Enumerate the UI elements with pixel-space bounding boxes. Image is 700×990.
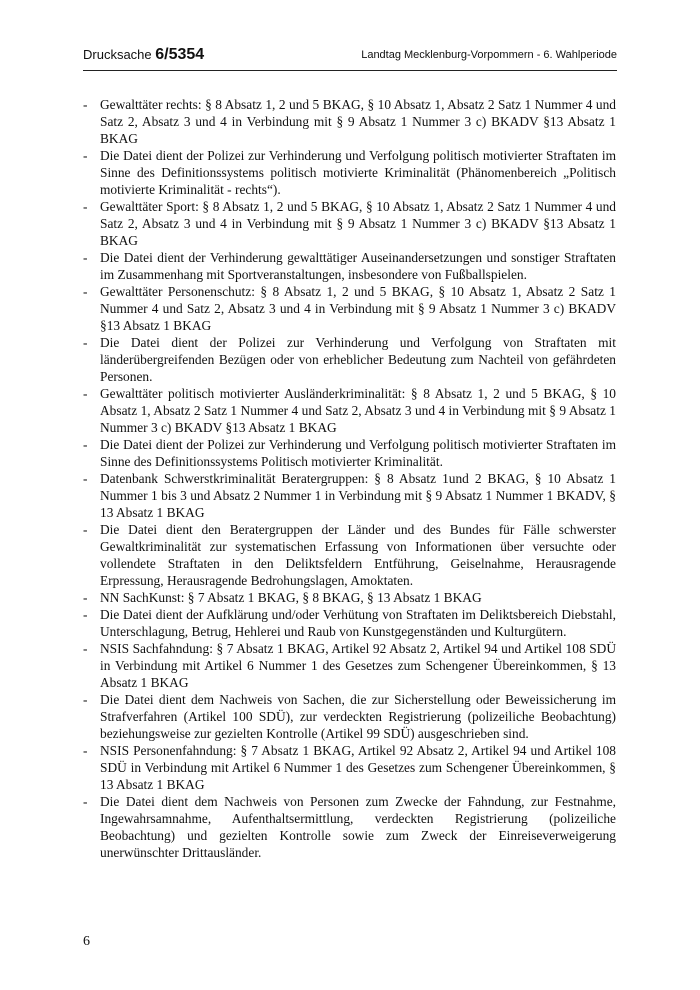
list-item xyxy=(83,691,616,742)
list-item xyxy=(83,198,616,249)
list-item xyxy=(83,470,616,521)
list-item xyxy=(83,521,616,589)
bullet-dash: - xyxy=(83,794,88,809)
document-number-value: 6/5354 xyxy=(155,46,205,63)
list-item-text: Die Datei dient den Beratergruppen der Länder und des Bundes für Fälle schwerster Gewaltkriminalität zur systematischen Erfassung von Informationen über versuchte oder vollendete Straftaten in den Deliktsfeldern Entführung, Geiselnahme, Herausragende Erpressung, Herausragende Bedrohungslagen, Amoktaten. xyxy=(100,522,616,588)
list-item xyxy=(83,385,616,436)
list-item xyxy=(83,334,616,385)
list-item xyxy=(83,249,616,283)
bullet-dash: - xyxy=(83,199,88,214)
list-item-text: Gewalttäter Sport: § 8 Absatz 1, 2 und 5 BKAG, § 10 Absatz 1, Absatz 2 Satz 1 Nummer 4 und Satz 2, Absatz 3 und 4 in Verbindung mit § 9 Absatz 1 Nummer 3 c) BKADV §13 Absatz 1 BKAG xyxy=(100,199,616,248)
bullet-dash: - xyxy=(83,522,88,537)
bullet-dash: - xyxy=(83,692,88,707)
list-item-text: NN SachKunst: § 7 Absatz 1 BKAG, § 8 BKAG, § 13 Absatz 1 BKAG xyxy=(100,590,482,605)
list-item-text: Die Datei dient dem Nachweis von Personen zum Zwecke der Fahndung, zur Festnahme, Ingewahrsamnahme, Aufenthaltsermittlung, verdeckten Registrierung (polizeiliche Beobachtung) und gezielten Kontrolle sowie zum Zweck der Einreiseverweigerung unerwünschter Drittausländer. xyxy=(100,794,616,860)
bullet-dash: - xyxy=(83,335,88,350)
list-item-text: Datenbank Schwerstkriminalität Beratergruppen: § 8 Absatz 1und 2 BKAG, § 10 Absatz 1 Nummer 1 bis 3 und Absatz 2 Nummer 1 in Verbindung mit § 9 Absatz 1 Nummer 1 BKADV, § 13 Absatz 1 BKAG xyxy=(100,471,616,520)
list-item xyxy=(83,96,616,147)
list-item-text: Die Datei dient der Aufklärung und/oder Verhütung von Straftaten im Deliktsbereich Diebstahl, Unterschlagung, Betrug, Hehlerei und Raub von Kunstgegenständen und Kulturgütern. xyxy=(100,607,616,639)
list-item xyxy=(83,742,616,793)
bullet-dash: - xyxy=(83,437,88,452)
page-header xyxy=(83,44,617,66)
bullet-dash: - xyxy=(83,641,88,656)
bullet-dash: - xyxy=(83,148,88,163)
parliament-label: Landtag Mecklenburg-Vorpommern - 6. Wahlperiode xyxy=(361,49,617,61)
list-item-text: NSIS Sachfahndung: § 7 Absatz 1 BKAG, Artikel 92 Absatz 2, Artikel 94 und Artikel 108 SDÜ in Verbindung mit Artikel 6 Nummer 1 des Gesetzes zum Schengener Übereinkommen, § 13 Absatz 1 BKAG xyxy=(100,641,616,690)
list-item-text: Die Datei dient der Polizei zur Verhinderung und Verfolgung politisch motivierter Straftaten im Sinne des Definitionssystems Politisch motivierter Kriminalität. xyxy=(100,437,616,469)
header-divider xyxy=(83,70,617,71)
list-item xyxy=(83,147,616,198)
bullet-dash: - xyxy=(83,607,88,622)
list-item xyxy=(83,589,616,606)
list-item-text: Die Datei dient der Polizei zur Verhinderung und Verfolgung politisch motivierter Straftaten im Sinne des Definitionssystems politisch motivierte Kriminalität (Phänomenbereich „Politisch motivierte Kriminalität - rechts“). xyxy=(100,148,616,197)
list-item-text: Die Datei dient der Polizei zur Verhinderung und Verfolgung von Straftaten mit länderübergreifenden Bezügen oder von erheblicher Bedeutung zum Nachteil von gefährdeten Personen. xyxy=(100,335,616,384)
list-item-text: NSIS Personenfahndung: § 7 Absatz 1 BKAG, Artikel 92 Absatz 2, Artikel 94 und Artikel 108 SDÜ in Verbindung mit Artikel 6 Nummer 1 des Gesetzes zum Schengener Übereinkommen, § 13 Absatz 1 BKAG xyxy=(100,743,616,792)
document-number xyxy=(83,46,204,64)
list-item-text: Die Datei dient der Verhinderung gewalttätiger Auseinandersetzungen und sonstiger Straftaten im Zusammenhang mit Sportveranstaltungen, insbesondere von Fußballspielen. xyxy=(100,250,616,282)
bullet-dash: - xyxy=(83,284,88,299)
bullet-dash: - xyxy=(83,743,88,758)
bullet-dash: - xyxy=(83,250,88,265)
list-item-text: Die Datei dient dem Nachweis von Sachen, die zur Sicherstellung oder Beweissicherung im Strafverfahren (Artikel 100 SDÜ), zur verdeckten Registrierung (polizeiliche Beobachtung) beziehungsweise zur gezielten Kontrolle (Artikel 99 SDÜ) ausgeschrieben sind. xyxy=(100,692,616,741)
list-item xyxy=(83,606,616,640)
bullet-dash: - xyxy=(83,386,88,401)
list-item xyxy=(83,793,616,861)
document-label: Drucksache xyxy=(83,47,156,62)
list-item-text: Gewalttäter rechts: § 8 Absatz 1, 2 und 5 BKAG, § 10 Absatz 1, Absatz 2 Satz 1 Nummer 4 und Satz 2, Absatz 3 und 4 in Verbindung mit § 9 Absatz 1 Nummer 3 c) BKADV §13 Absatz 1 BKAG xyxy=(100,97,616,146)
list-item-text: Gewalttäter Personenschutz: § 8 Absatz 1, 2 und 5 BKAG, § 10 Absatz 1, Absatz 2 Satz 1 Nummer 4 und Satz 2, Absatz 3 und 4 in Verbindung mit § 9 Absatz 1 Nummer 3 c) BKADV §13 Absatz 1 BKAG xyxy=(100,284,616,333)
list-item xyxy=(83,640,616,691)
bullet-dash: - xyxy=(83,590,88,605)
bullet-dash: - xyxy=(83,97,88,112)
list-item xyxy=(83,283,616,334)
bullet-dash: - xyxy=(83,471,88,486)
bullet-list xyxy=(83,96,616,861)
list-item xyxy=(83,436,616,470)
list-item-text: Gewalttäter politisch motivierter Ausländerkriminalität: § 8 Absatz 1, 2 und 5 BKAG, § 10 Absatz 1, Absatz 2 Satz 1 Nummer 4 und Satz 2, Absatz 3 und 4 in Verbindung mit § 9 Absatz 1 Nummer 3 c) BKADV §13 Absatz 1 BKAG xyxy=(100,386,616,435)
page-number: 6 xyxy=(83,934,90,949)
